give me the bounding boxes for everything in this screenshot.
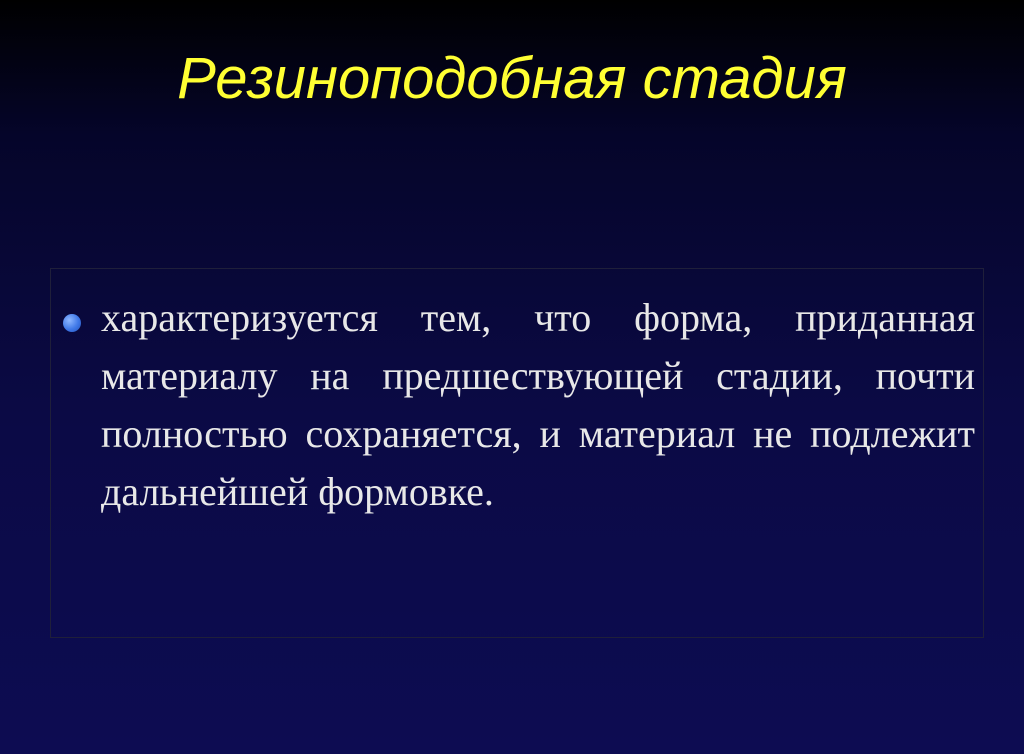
blue-dot-bullet-icon: [63, 314, 81, 332]
content-placeholder: [50, 268, 984, 638]
bullet-text: характеризуется тем, что форма, приданная материалу на предшествующей стадии, почти полностью сохраняется, и материал не подлежит дальнейшей формовке.: [101, 295, 975, 514]
slide-title: Резиноподобная стадия: [177, 46, 847, 111]
bullet-item: [63, 289, 975, 521]
